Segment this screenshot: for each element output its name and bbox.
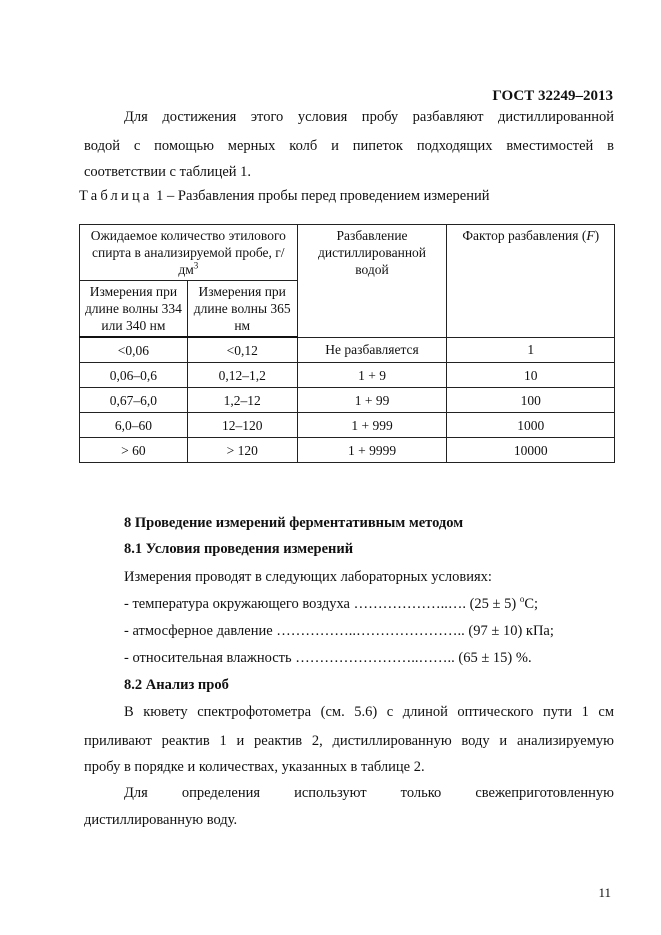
table-row: [80, 438, 615, 463]
table-caption-text: 1 – Разбавления пробы перед проведением измерений: [152, 188, 490, 204]
table-caption-word: Таблица: [79, 188, 153, 204]
dilution-table: [79, 224, 615, 463]
table-row: [80, 363, 615, 388]
table-cell: <0,06: [80, 337, 188, 363]
table-cell: 1 + 9999: [297, 438, 447, 463]
water-line-2: дистиллированную воду.: [84, 812, 238, 828]
section-8-heading: 8 Проведение измерений ферментативным методом: [124, 515, 464, 531]
table-cell: 10: [447, 363, 615, 388]
table-cell: 10000: [447, 438, 615, 463]
table-cell: 1000: [447, 413, 615, 438]
table-cell: > 60: [80, 438, 188, 463]
analysis-line-3: пробу в порядке и количествах, указанных в таблице 2.: [84, 759, 425, 775]
table-caption: [79, 188, 490, 205]
standard-code: ГОСТ 32249–2013: [492, 88, 613, 104]
table-row: [80, 388, 615, 413]
table-cell: 6,0–60: [80, 413, 188, 438]
header-factor: Фактор разбавления (F): [447, 225, 615, 338]
section-8-2-heading: 8.2 Анализ проб: [124, 677, 229, 693]
table-cell: 0,67–6,0: [80, 388, 188, 413]
analysis-line-1: В кювету спектрофотометра (см. 5.6) с длиной оптического пути 1 см: [124, 704, 614, 720]
intro-line-2: водой с помощью мерных колб и пипеток подходящих вместимостей в: [84, 138, 614, 154]
condition-pressure: - атмосферное давление ……………..………………….. (97 ± 10) кПа;: [124, 623, 554, 639]
header-wavelength-334-340: Измерения при длине волны 334 или 340 нм: [80, 281, 188, 338]
table-cell: 1 + 99: [297, 388, 447, 413]
table-header-row-1: [80, 225, 615, 281]
table-cell: > 120: [187, 438, 297, 463]
analysis-line-2: приливают реактив 1 и реактив 2, дистиллированную воду и анализируемую: [84, 733, 614, 749]
table-row: [80, 413, 615, 438]
table-cell: 1: [447, 337, 615, 363]
table-cell: Не разбавляется: [297, 337, 447, 363]
header-dilution: Разбавление дистиллированной водой: [297, 225, 447, 338]
section-8-1-heading: 8.1 Условия проведения измерений: [124, 541, 354, 557]
header-wavelength-365: Измерения при длине волны 365 нм: [187, 281, 297, 338]
table-cell: <0,12: [187, 337, 297, 363]
page-number: 11: [598, 885, 611, 900]
table-cell: 0,06–0,6: [80, 363, 188, 388]
table-cell: 1 + 9: [297, 363, 447, 388]
table-cell: 1 + 999: [297, 413, 447, 438]
intro-line-1: Для достижения этого условия пробу разбавляют дистиллированной: [124, 109, 614, 125]
condition-humidity: - относительная влажность ……………………..…….. (65 ± 15) %.: [124, 650, 532, 666]
header-expected-ethanol: Ожидаемое количество этилового спирта в анализируемой пробе, $г/дм^3$: [80, 225, 298, 281]
table-cell: 1,2–12: [187, 388, 297, 413]
table-cell: 100: [447, 388, 615, 413]
water-line-1: Для определения используют только свежеприготовленную: [124, 785, 614, 801]
condition-temperature: - температура окружающего воздуха ………………..…. (25 ± 5) $^о$С;: [124, 594, 539, 612]
table-cell: 0,12–1,2: [187, 363, 297, 388]
conditions-intro: Измерения проводят в следующих лабораторных условиях:: [124, 569, 492, 585]
table-cell: 12–120: [187, 413, 297, 438]
table-row: [80, 337, 615, 363]
intro-line-3: соответствии с таблицей 1.: [84, 164, 252, 180]
